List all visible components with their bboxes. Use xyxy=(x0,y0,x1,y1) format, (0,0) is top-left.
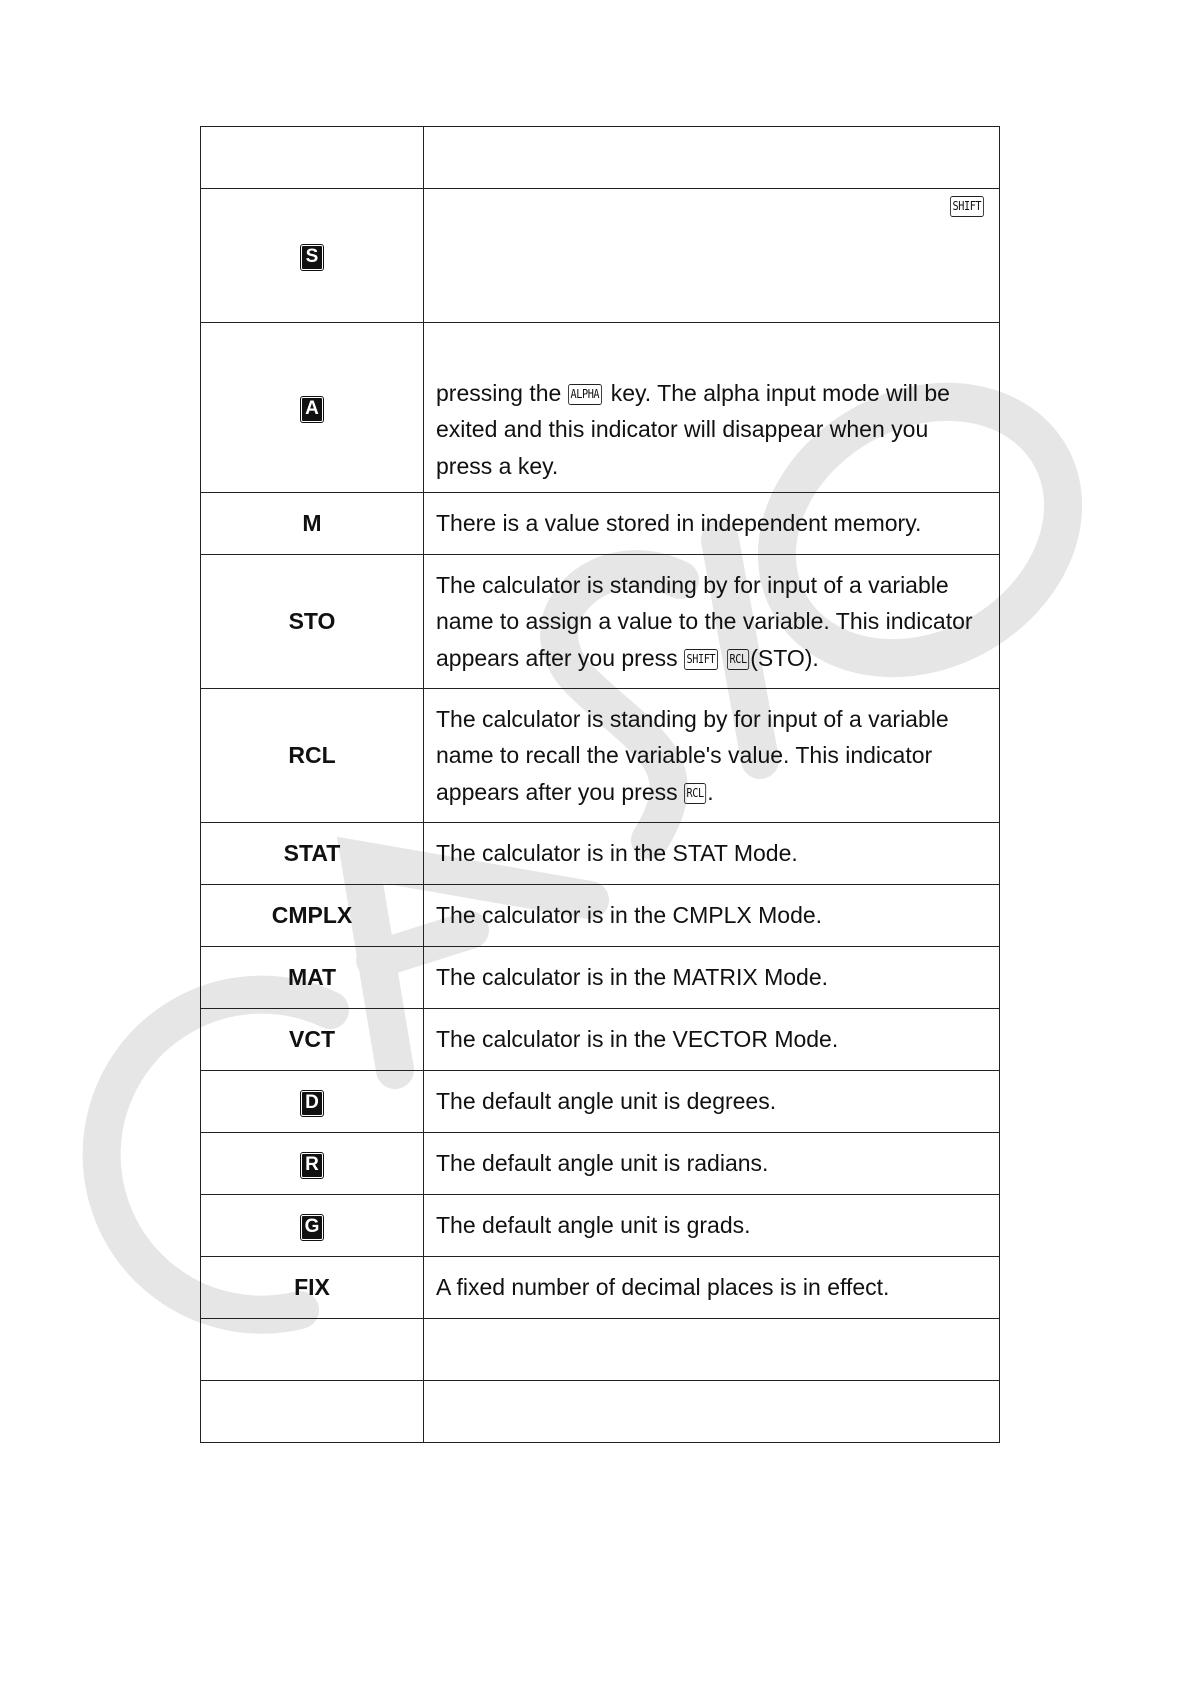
desc-text: pressing the xyxy=(436,379,562,406)
rcl-key-icon: RCL xyxy=(727,649,749,670)
shift-key-icon: SHIFT xyxy=(684,649,718,670)
desc-text: . xyxy=(707,778,714,805)
table-row xyxy=(201,823,1000,885)
table-row xyxy=(201,127,1000,189)
indicator-cell xyxy=(201,1195,424,1257)
indicator-cell xyxy=(201,189,424,323)
indicator-cell: RCL xyxy=(201,689,424,823)
degree-indicator-icon: D xyxy=(302,1092,322,1115)
alpha-indicator-icon: A xyxy=(302,398,322,421)
indicator-cell xyxy=(201,1381,424,1443)
table-row xyxy=(201,493,1000,555)
indicator-cell xyxy=(201,1319,424,1381)
description-cell xyxy=(424,323,1000,493)
description-cell: The calculator is in the CMPLX Mode. xyxy=(424,885,1000,947)
description-cell: The default angle unit is degrees. xyxy=(424,1071,1000,1133)
indicator-cell xyxy=(201,323,424,493)
table-row xyxy=(201,1009,1000,1071)
table-row xyxy=(201,1133,1000,1195)
description-cell xyxy=(424,689,1000,823)
table-row xyxy=(201,1195,1000,1257)
description-cell xyxy=(424,1319,1000,1381)
description-cell: There is a value stored in independent memory. xyxy=(424,493,1000,555)
description-cell: The calculator is in the VECTOR Mode. xyxy=(424,1009,1000,1071)
indicator-cell xyxy=(201,1071,424,1133)
description-cell xyxy=(424,127,1000,189)
table-row xyxy=(201,1381,1000,1443)
indicator-cell: VCT xyxy=(201,1009,424,1071)
table-row xyxy=(201,555,1000,689)
radian-indicator-icon: R xyxy=(302,1154,322,1177)
indicator-table xyxy=(200,126,1000,1443)
description-cell xyxy=(424,189,1000,323)
description-cell: The default angle unit is radians. xyxy=(424,1133,1000,1195)
description-cell: The calculator is in the MATRIX Mode. xyxy=(424,947,1000,1009)
indicator-cell xyxy=(201,127,424,189)
description-cell: The default angle unit is grads. xyxy=(424,1195,1000,1257)
desc-text: key. The alpha input mode will be exited and this indicator will disappear when you press a key. xyxy=(436,379,950,479)
desc-text: (STO). xyxy=(750,644,819,671)
table-row xyxy=(201,885,1000,947)
indicator-cell: MAT xyxy=(201,947,424,1009)
indicator-cell: FIX xyxy=(201,1257,424,1319)
rcl-key-icon: RCL xyxy=(684,783,706,804)
shift-key-icon: SHIFT xyxy=(950,196,984,217)
table-row xyxy=(201,947,1000,1009)
alpha-key-icon: ALPHA xyxy=(568,384,602,405)
description-cell: The calculator is in the STAT Mode. xyxy=(424,823,1000,885)
table-row xyxy=(201,1319,1000,1381)
grad-indicator-icon: G xyxy=(302,1216,322,1239)
indicator-cell: STAT xyxy=(201,823,424,885)
indicator-cell xyxy=(201,1133,424,1195)
shift-indicator-icon: S xyxy=(302,246,322,269)
description-cell: A fixed number of decimal places is in effect. xyxy=(424,1257,1000,1319)
description-cell xyxy=(424,555,1000,689)
desc-text: The calculator is standing by for input of a variable name to assign a value to the variable. This indicator appears after you press xyxy=(436,571,973,671)
table-row xyxy=(201,1257,1000,1319)
indicator-cell: M xyxy=(201,493,424,555)
description-cell xyxy=(424,1381,1000,1443)
desc-text: The calculator is standing by for input of a variable name to recall the variable's value. This indicator appears after you press xyxy=(436,705,949,805)
indicator-cell: CMPLX xyxy=(201,885,424,947)
table-row xyxy=(201,689,1000,823)
table-row xyxy=(201,323,1000,493)
shift-key-line xyxy=(436,189,987,217)
table-row xyxy=(201,1071,1000,1133)
table-row xyxy=(201,189,1000,323)
indicator-cell: STO xyxy=(201,555,424,689)
